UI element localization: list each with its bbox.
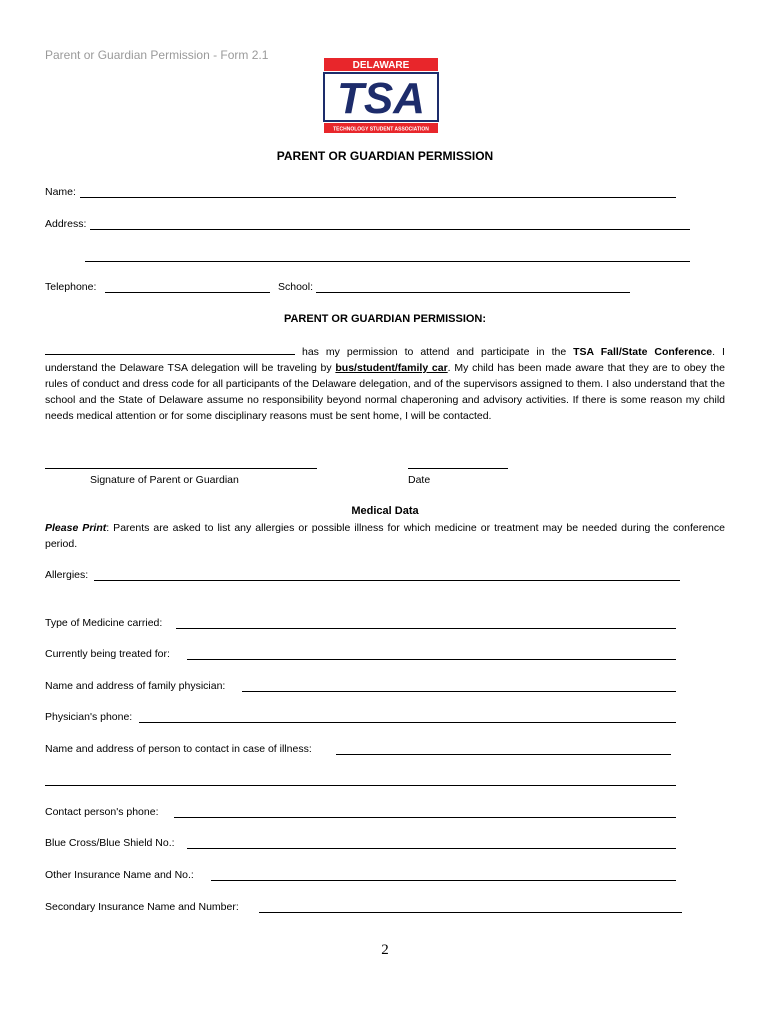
medical-instructions [45,520,725,552]
other-insurance-label: Other Insurance Name and No.: [45,869,194,881]
allergies-label: Allergies: [45,569,89,581]
please-print-label: Please Print [45,522,107,534]
name-field-line[interactable] [80,197,676,198]
school-field-line[interactable] [316,292,630,293]
other-insurance-field-line[interactable] [211,880,676,881]
date-label: Date [408,474,431,486]
treated-label: Currently being treated for: [45,648,170,660]
student-name-line[interactable] [45,344,295,355]
treated-field-line[interactable] [187,659,676,660]
signature-label: Signature of Parent or Guardian [90,474,239,486]
conference-name: TSA Fall/State Conference [573,346,713,358]
secondary-insurance-field-line[interactable] [259,912,682,913]
address-label: Address: [45,218,87,230]
medicine-field-line[interactable] [176,628,676,629]
permission-text-1: has my permission to attend and participate in the [295,346,574,358]
logo-bottom-text: TECHNOLOGY STUDENT ASSOCIATION [333,126,429,133]
physician-label: Name and address of family physician: [45,680,226,692]
page-number: 2 [381,942,389,958]
school-label: School: [278,281,314,293]
physician-phone-field-line[interactable] [139,722,676,723]
medicine-label: Type of Medicine carried: [45,617,163,629]
form-note: Parent or Guardian Permission - Form 2.1 [45,48,269,62]
permission-text-3: . My child has been made aware that they are to obey the rules of conduct and dress code for all participants of the Delaware delegation, and of the supervisors assigned to them. I also understand that the school and the State of Delaware assume no responsibility beyond normal chaperoning and advisory activities. If there is some reason my child needs medical attention or for some disciplinary reasons must be sent home, I will be contacted. [45,362,725,422]
physician-field-line[interactable] [242,691,676,692]
secondary-insurance-label: Secondary Insurance Name and Number: [45,901,239,913]
medical-instructions-text: : Parents are asked to list any allergies or possible illness for which medicine or treatment may be needed during the conference period. [45,522,725,550]
signature-line[interactable] [45,468,317,469]
logo-top-text: DELAWARE [352,60,410,71]
allergies-field-line[interactable] [94,580,680,581]
contact-field-line[interactable] [336,754,671,755]
contact-label: Name and address of person to contact in case of illness: [45,743,312,755]
logo-main-text: TSA [337,74,425,123]
address-field-line-2[interactable] [85,261,690,262]
contact-phone-field-line[interactable] [174,817,676,818]
contact-field-line-2[interactable] [45,785,676,786]
telephone-label: Telephone: [45,281,97,293]
physician-phone-label: Physician's phone: [45,711,133,723]
section-title: PARENT OR GUARDIAN PERMISSION: [283,313,487,325]
permission-text-2: . I understand the Delaware TSA delegation will be traveling by [45,346,725,374]
bcbs-label: Blue Cross/Blue Shield No.: [45,837,175,849]
address-field-line[interactable] [90,229,690,230]
permission-paragraph [45,344,725,424]
delaware-tsa-logo [322,57,440,135]
transport-options: bus/student/family car [335,362,448,374]
contact-phone-label: Contact person's phone: [45,806,159,818]
name-label: Name: [45,186,76,198]
telephone-field-line[interactable] [105,292,270,293]
bcbs-field-line[interactable] [187,848,676,849]
medical-title: Medical Data [351,505,419,517]
page-title: PARENT OR GUARDIAN PERMISSION [276,149,494,163]
date-line[interactable] [408,468,508,469]
